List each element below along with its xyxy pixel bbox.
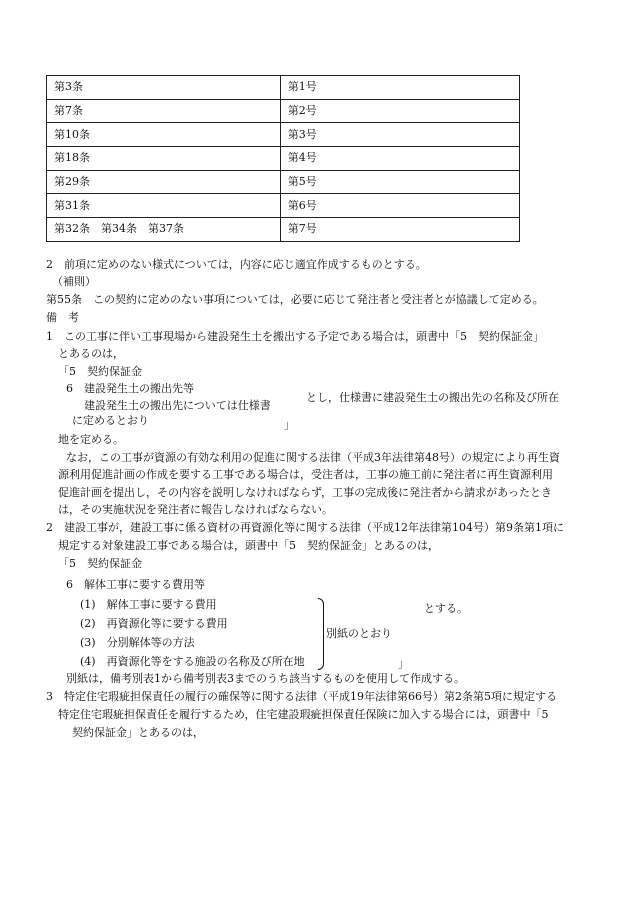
heading-biko: 備 考 <box>46 311 79 324</box>
note-3-line-2: 特定住宅瑕疵担保責任を履行するため，住宅建設瑕疵担保責任保険に加入する場合には，頭書中「5 <box>58 708 549 721</box>
table-row <box>47 76 520 100</box>
note-1-line-2: とあるのは， <box>58 347 124 360</box>
quote-1-line-2: 6 建設発生土の搬出先等 <box>66 382 194 395</box>
article-cell: 第3条 <box>47 76 281 100</box>
table-row <box>47 147 520 171</box>
table-row <box>47 170 520 194</box>
quote-2-close: 」 <box>398 657 409 670</box>
article-form-table <box>46 75 520 242</box>
article-cell: 第32条 第34条 第37条 <box>47 218 281 242</box>
note-2-line-2: 規定する対象建設工事である場合は，頭書中「5 契約保証金」とあるのは， <box>58 539 439 552</box>
quote-1-line-3: 建設発生土の搬出先については仕様書 <box>84 399 271 412</box>
quote-1-side: とし，仕様書に建設発生土の搬出先の名称及び所在 <box>306 391 559 404</box>
quote-1-close: 」 <box>284 418 295 431</box>
quote-2-item-4: (4) 再資源化等をする施設の名称及び所在地 <box>80 655 305 668</box>
table-row <box>47 123 520 147</box>
article-cell: 第7条 <box>47 99 281 123</box>
form-cell: 第3号 <box>280 123 519 147</box>
note-1-line-1: 1 この工事に伴い工事現場から建設発生土を搬出する予定である場合は，頭書中「5 契約保証金」 <box>46 330 544 343</box>
form-cell: 第6号 <box>280 194 519 218</box>
quote-2-line-1: 「5 契約保証金 <box>58 557 142 570</box>
note-3-line-1: 3 特定住宅瑕疵担保責任の履行の確保等に関する法律（平成19年法律第66号）第2条第5項に規定する <box>46 690 557 703</box>
heading-hosoku: （補則） <box>52 275 96 288</box>
article-cell: 第18条 <box>47 147 281 171</box>
quote-2-item-3: (3) 分別解体等の方法 <box>80 636 195 649</box>
article-cell: 第31条 <box>47 194 281 218</box>
note-2-line-1: 2 建設工事が，建設工事に係る資材の再資源化等に関する法律（平成12年法律第104号）第9条第1項に <box>46 521 564 534</box>
form-cell: 第7号 <box>280 218 519 242</box>
table-row <box>47 194 520 218</box>
article-55: 第55条 この契約に定めのない事項については，必要に応じて発注者と受注者とが協議して定める。 <box>46 293 544 306</box>
quote-1-line-4: に定めるとおり <box>72 414 149 427</box>
note-1-para-1: なお，この工事が資源の有効な利用の促進に関する法律（平成3年法律第48号）の規定により再生資 <box>66 451 560 464</box>
note-2-line-3: 別紙は，備考別表1から備考別表3までのうち該当するものを使用して作成する。 <box>66 672 465 685</box>
article-cell: 第10条 <box>47 123 281 147</box>
note-1-para-4: は，その実施状況を発注者に報告しなければならない。 <box>58 503 333 516</box>
note-3-line-3: 契約保証金」とあるのは， <box>72 726 204 739</box>
quote-2-side: とする。 <box>424 602 468 615</box>
note-1-line-3: 地を定める。 <box>58 433 124 446</box>
note-1-para-2: 源利用促進計画の作成を要する工事である場合は，受注者は，工事の施工前に発注者に再生資源利用 <box>58 468 553 481</box>
quote-1-line-1: 「5 契約保証金 <box>58 365 142 378</box>
paragraph-2: 2 前項に定めのない様式については，内容に応じ適宜作成するものとする。 <box>46 258 427 271</box>
quote-2-item-1: (1) 解体工事に要する費用 <box>80 598 217 611</box>
quote-2-line-2: 6 解体工事に要する費用等 <box>66 578 205 591</box>
table-row <box>47 99 520 123</box>
form-cell: 第1号 <box>280 76 519 100</box>
form-cell: 第2号 <box>280 99 519 123</box>
quote-2-middle: 別紙のとおり <box>326 627 392 640</box>
form-cell: 第5号 <box>280 170 519 194</box>
right-brace <box>318 598 324 670</box>
form-cell: 第4号 <box>280 147 519 171</box>
article-cell: 第29条 <box>47 170 281 194</box>
quote-2-item-2: (2) 再資源化等に要する費用 <box>80 617 228 630</box>
table-row <box>47 218 520 242</box>
note-1-para-3: 促進計画を提出し，その内容を説明しなければならず，工事の完成後に発注者から請求があったとき <box>58 486 553 499</box>
